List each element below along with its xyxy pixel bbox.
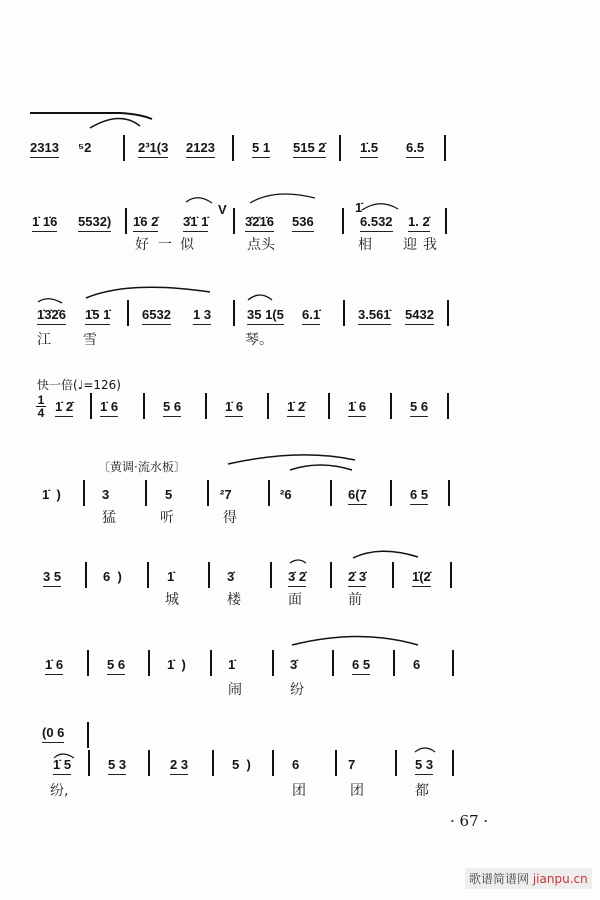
bar-line xyxy=(127,300,129,326)
lyric: 纷, xyxy=(50,783,69,799)
bar-line xyxy=(125,208,127,234)
note-group: 536 xyxy=(292,214,314,232)
lyric: 都 xyxy=(415,783,429,799)
note-group: ²7 xyxy=(220,487,232,502)
time-signature-top: 1 xyxy=(37,393,45,407)
note-group: 5 6 xyxy=(163,399,181,417)
note-group: 6532 xyxy=(142,307,171,325)
bar-line xyxy=(88,750,90,776)
note-group: 5 3 xyxy=(415,757,433,775)
bar-line xyxy=(393,650,395,676)
note-group: 6.5 xyxy=(406,140,424,158)
note-group: 1̇ xyxy=(355,200,363,215)
lyric: 团 xyxy=(292,783,306,799)
bar-line xyxy=(444,135,446,161)
note-group: V xyxy=(218,202,227,217)
bar-line xyxy=(212,750,214,776)
watermark-cn: 歌谱简谱网 xyxy=(469,872,530,886)
note-group: 6 xyxy=(292,757,300,772)
note-group: 2313 xyxy=(30,140,59,158)
bar-line xyxy=(272,650,274,676)
note-group: 1̇6 2̇ xyxy=(133,214,158,232)
bar-line xyxy=(85,562,87,588)
bar-line xyxy=(233,208,235,234)
note-group: 3̇2̇1̇6 xyxy=(245,214,274,232)
lyric: 似 xyxy=(180,237,194,253)
note-group: 1̇ ) xyxy=(42,487,61,502)
lyric: 猛 xyxy=(102,510,116,526)
note-group: 3 xyxy=(102,487,110,502)
lyric: 我 xyxy=(423,237,437,253)
bar-line xyxy=(145,480,147,506)
tempo-marking: 快一倍(♩=126) xyxy=(37,378,121,392)
note-group: 1̇ 6 xyxy=(100,399,118,417)
note-group: 1̇ 6 xyxy=(45,657,63,675)
bar-line xyxy=(272,750,274,776)
bar-line xyxy=(452,750,454,776)
note-group: 1̇ 2̇ xyxy=(55,399,73,417)
bar-line xyxy=(83,480,85,506)
note-group: 515 2̇ xyxy=(293,140,326,158)
note-group: 6 5 xyxy=(352,657,370,675)
bar-line xyxy=(452,650,454,676)
bar-line xyxy=(87,650,89,676)
bar-line xyxy=(148,750,150,776)
note-group: 1̇ ) xyxy=(167,657,186,672)
lyric: 琴。 xyxy=(245,332,273,348)
bar-line xyxy=(335,750,337,776)
note-group: 5 xyxy=(165,487,173,502)
note-group: 6.1̇ xyxy=(302,307,320,325)
bar-line xyxy=(147,562,149,588)
note-group: 6.532 xyxy=(360,214,393,232)
bar-line xyxy=(210,650,212,676)
note-group: 35 1(5 xyxy=(247,307,284,325)
bar-line xyxy=(450,562,452,588)
time-signature-bottom: 4 xyxy=(37,406,45,420)
note-group: 3̇ 2̇ xyxy=(288,569,306,587)
note-group: 1̇ xyxy=(228,657,236,672)
bar-line xyxy=(343,300,345,326)
note-group: 3 5 xyxy=(43,569,61,587)
lyric: 雪 xyxy=(83,332,97,348)
bar-line xyxy=(392,562,394,588)
lyric: 前 xyxy=(348,592,362,608)
lyric: 点头 xyxy=(247,237,275,253)
lyric: 面 xyxy=(288,592,302,608)
lyric: 迎 xyxy=(403,237,417,253)
note-group: 1̇.5 xyxy=(360,140,378,158)
bar-line xyxy=(330,480,332,506)
note-group: 1̇ 1̇6 xyxy=(32,214,57,232)
note-group: 3̇1̇ 1̇ xyxy=(183,214,208,232)
note-group: 5 6 xyxy=(410,399,428,417)
bar-line xyxy=(148,650,150,676)
lyric: 团 xyxy=(350,783,364,799)
note-group: 6(7 xyxy=(348,487,367,505)
section-heading: 〔黄调·流水板〕 xyxy=(98,460,186,474)
note-group: 1̇ 5 xyxy=(53,757,71,775)
lyric: 得 xyxy=(223,510,237,526)
bar-line xyxy=(205,393,207,419)
note-group: 7 xyxy=(348,757,356,772)
bar-line xyxy=(328,393,330,419)
watermark-url: jianpu.cn xyxy=(532,872,588,886)
note-group: 3.561̇ xyxy=(358,307,391,325)
note-group: 2123 xyxy=(186,140,215,158)
lyric: 相 xyxy=(358,237,372,253)
bar-line xyxy=(268,480,270,506)
bar-line xyxy=(447,393,449,419)
lyric: 听 xyxy=(160,510,174,526)
bar-line xyxy=(87,722,89,748)
note-group: 3̇ xyxy=(227,569,235,584)
bar-line xyxy=(90,393,92,419)
bar-line xyxy=(332,650,334,676)
note-group: 2̇ 3̇ xyxy=(348,569,366,587)
note-group: 5 6 xyxy=(107,657,125,675)
bar-line xyxy=(448,480,450,506)
note-group: 5 3 xyxy=(108,757,126,775)
bar-line xyxy=(232,135,234,161)
note-group: 5 1 xyxy=(252,140,270,158)
bar-line xyxy=(143,393,145,419)
note-group: ²6 xyxy=(280,487,292,502)
lyric: 纷 xyxy=(290,682,304,698)
note-group: 1̇(2̇ xyxy=(412,569,431,587)
time-signature xyxy=(36,394,46,419)
watermark xyxy=(465,868,592,889)
bar-line xyxy=(208,562,210,588)
bar-line xyxy=(270,562,272,588)
bar-line xyxy=(330,562,332,588)
note-group: 1̇ 2̇ xyxy=(287,399,305,417)
bar-line xyxy=(123,135,125,161)
note-group: 1. 2̇ xyxy=(408,214,430,232)
note-group: 6 5 xyxy=(410,487,428,505)
bar-line xyxy=(395,750,397,776)
lyric: 城 xyxy=(165,592,179,608)
bar-line xyxy=(390,480,392,506)
note-group: 2 3 xyxy=(170,757,188,775)
note-group: 1̇ 6 xyxy=(225,399,243,417)
note-group: 5532) xyxy=(78,214,111,232)
bar-line xyxy=(342,208,344,234)
note-group: (0 6 xyxy=(42,725,64,743)
lyric: 江 xyxy=(37,332,51,348)
note-group: 1̇ 6 xyxy=(348,399,366,417)
bar-line xyxy=(445,208,447,234)
bar-line xyxy=(339,135,341,161)
note-group: 1̇ xyxy=(167,569,175,584)
note-group: 2³1(3 xyxy=(138,140,168,158)
note-group: 5 ) xyxy=(232,757,251,772)
note-group: ⁵2 xyxy=(78,140,92,155)
note-group: 1 3 xyxy=(193,307,211,325)
page-number: · 67 · xyxy=(450,812,489,830)
bar-line xyxy=(267,393,269,419)
note-group: 6 ) xyxy=(103,569,122,584)
note-group: 1̇3̇2̇6 xyxy=(37,307,66,325)
note-group: 1̇5 1̇ xyxy=(85,307,110,325)
note-group: 3̇ xyxy=(290,657,298,672)
bar-line xyxy=(447,300,449,326)
bar-line xyxy=(233,300,235,326)
bar-line xyxy=(390,393,392,419)
lyric: 闹 xyxy=(228,682,242,698)
note-group: 5432 xyxy=(405,307,434,325)
note-group: 6 xyxy=(413,657,421,672)
lyric: 好 xyxy=(135,237,149,253)
lyric: 楼 xyxy=(227,592,241,608)
bar-line xyxy=(207,480,209,506)
lyric: 一 xyxy=(158,237,172,253)
